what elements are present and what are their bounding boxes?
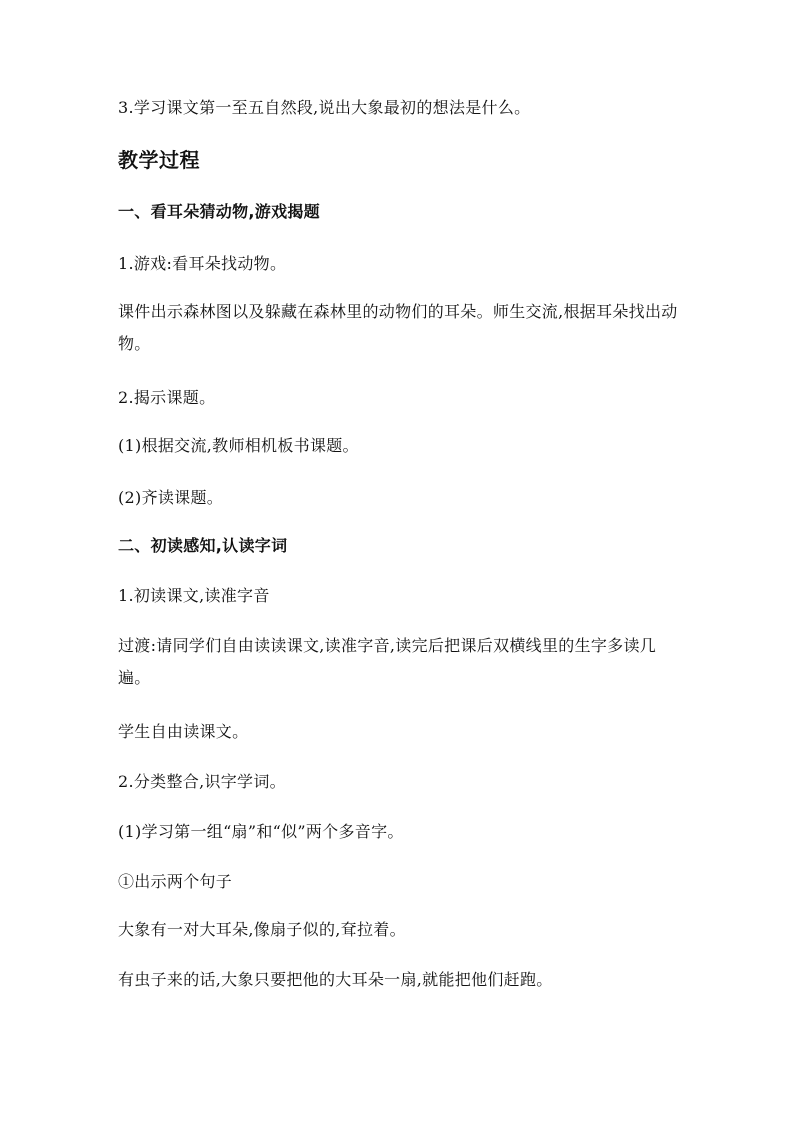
step-2-reveal-topic: 2.揭示课题。 bbox=[118, 388, 216, 407]
section-title-teaching-process: 教学过程 bbox=[118, 148, 200, 172]
step-1-first-reading: 1.初读课文,读准字音 bbox=[118, 586, 270, 605]
paragraph-forest-ears: 课件出示森林图以及躲藏在森林里的动物们的耳朵。师生交流,根据耳朵找出动物。 bbox=[118, 302, 678, 353]
step-2-classify: 2.分类整合,识字学词。 bbox=[118, 772, 286, 791]
substep-1-write-topic: (1)根据交流,教师相机板书课题。 bbox=[118, 436, 359, 455]
student-reading: 学生自由读课文。 bbox=[118, 722, 249, 741]
substep-2-read-topic: (2)齐读课题。 bbox=[118, 488, 224, 507]
heading-part-2: 二、初读感知,认读字词 bbox=[118, 536, 288, 555]
example-sentence-1: 大象有一对大耳朵,像扇子似的,耷拉着。 bbox=[118, 920, 406, 939]
example-sentence-2: 有虫子来的话,大象只要把他的大耳朵一扇,就能把他们赶跑。 bbox=[118, 970, 553, 989]
heading-part-1: 一、看耳朵猜动物,游戏揭题 bbox=[118, 202, 320, 221]
show-two-sentences: ①出示两个句子 bbox=[118, 872, 233, 891]
substep-1-polyphones: (1)学习第一组“扇”和“似”两个多音字。 bbox=[118, 822, 404, 841]
step-1-game: 1.游戏:看耳朵找动物。 bbox=[118, 254, 287, 273]
paragraph-transition: 过渡:请同学们自由读读课文,读准字音,读完后把课后双横线里的生字多读几遍。 bbox=[118, 636, 657, 687]
objective-3: 3.学习课文第一至五自然段,说出大象最初的想法是什么。 bbox=[118, 98, 531, 117]
